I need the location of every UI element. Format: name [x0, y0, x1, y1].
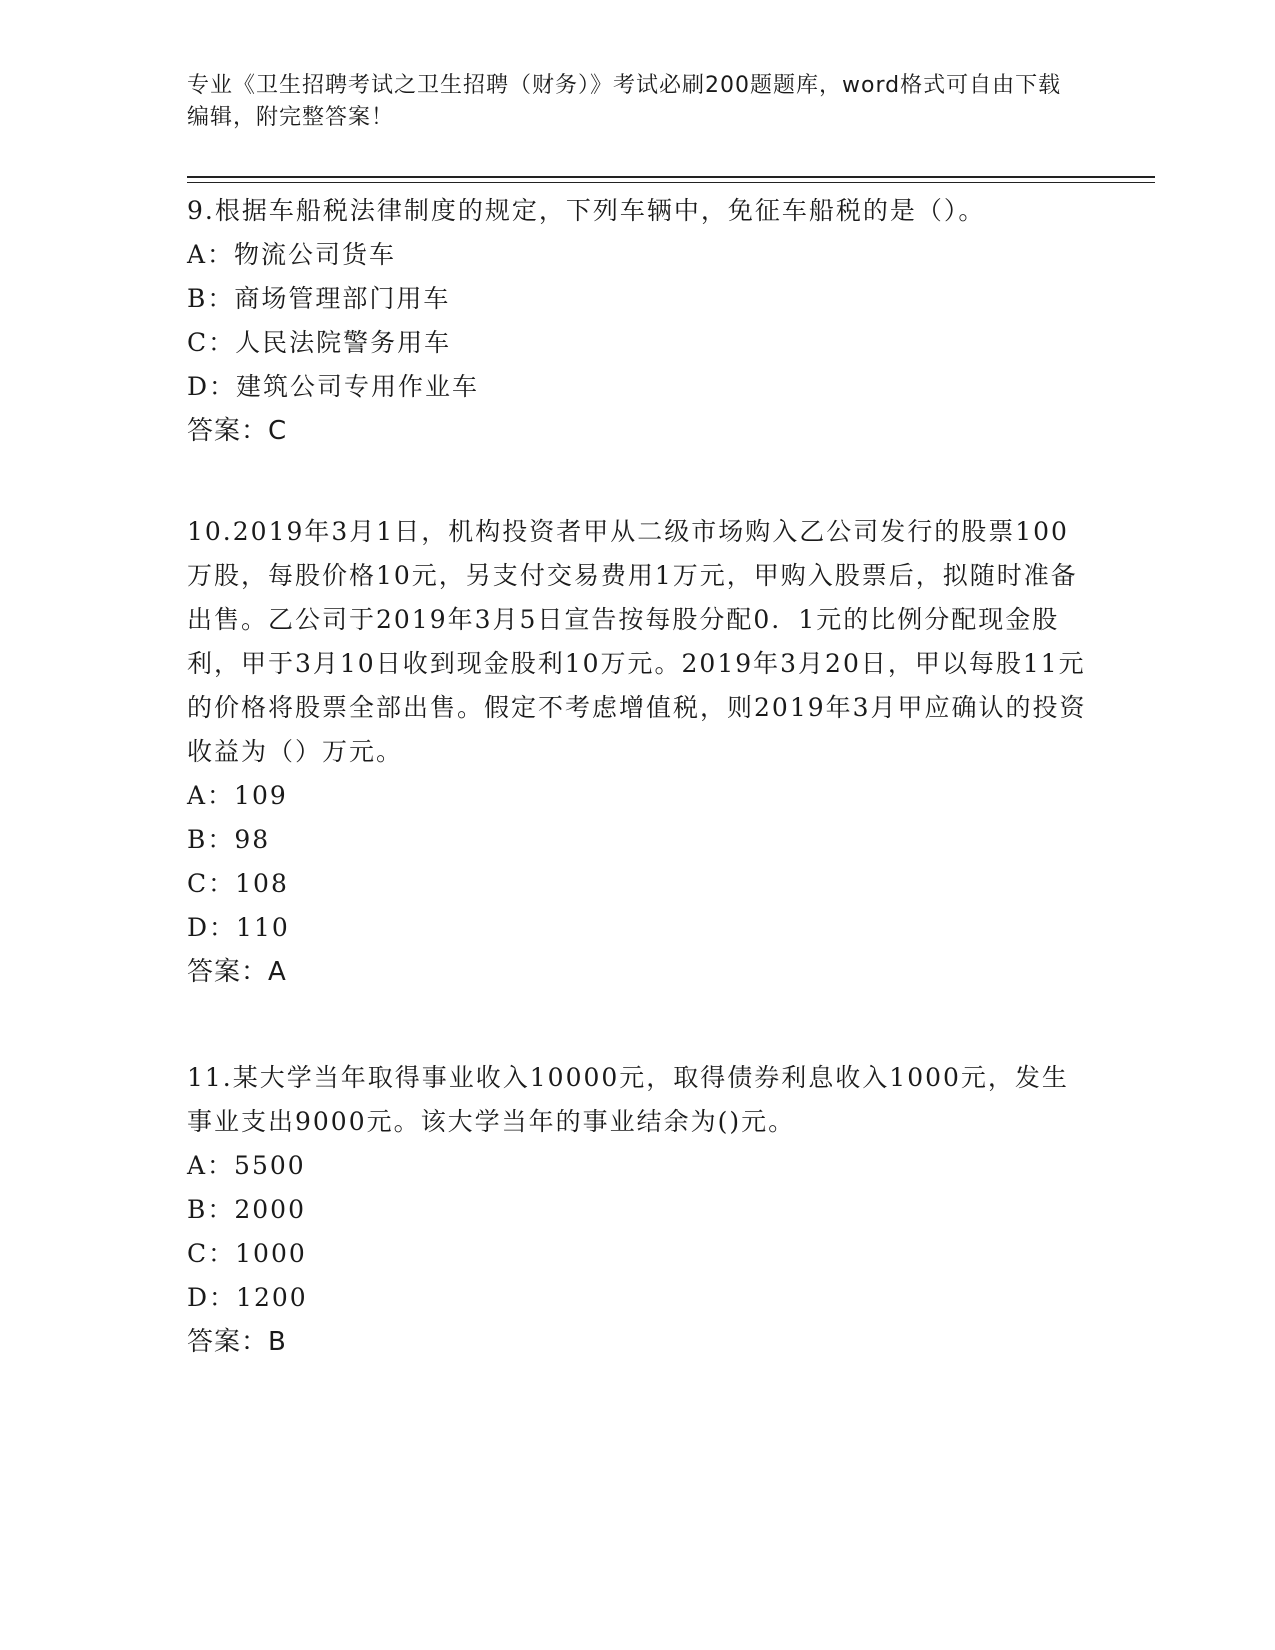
question-stem: 11.某大学当年取得事业收入10000元，取得债券利息收入1000元，发生事业支出9000元。该大学当年的事业结余为()元。	[187, 1063, 1069, 1136]
question-block	[187, 510, 1087, 996]
option-b: B：98	[187, 825, 271, 854]
option-c: C：1000	[187, 1239, 307, 1268]
question-block	[187, 1056, 1087, 1366]
document-intro: 专业《卫生招聘考试之卫生招聘（财务）》考试必刷200题题库，word格式可自由下载编辑，附完整答案！	[187, 73, 1062, 130]
option-b: B：商场管理部门用车	[187, 284, 451, 313]
answer-line: 答案：B	[187, 1327, 287, 1357]
option-b: B：2000	[187, 1195, 306, 1224]
option-c: C：108	[187, 869, 289, 898]
option-a: A：物流公司货车	[187, 240, 397, 269]
answer-line: 答案：A	[187, 957, 287, 987]
question-stem: 9.根据车船税法律制度的规定，下列车辆中，免征车船税的是（）。	[187, 196, 986, 225]
option-d: D：110	[187, 913, 290, 942]
option-c: C：人民法院警务用车	[187, 328, 452, 357]
option-d: D：建筑公司专用作业车	[187, 372, 480, 401]
option-a: A：109	[187, 781, 288, 810]
header-rule-thick	[187, 176, 1155, 178]
header-rule-thin	[187, 182, 1155, 183]
option-a: A：5500	[187, 1151, 306, 1180]
answer-line: 答案：C	[187, 416, 288, 446]
question-block	[187, 189, 1087, 455]
option-d: D：1200	[187, 1283, 308, 1312]
question-stem: 10.2019年3月1日，机构投资者甲从二级市场购入乙公司发行的股票100万股，每股价格10元，另支付交易费用1万元，甲购入股票后，拟随时准备出售。乙公司于2019年3月5日宣告按每股分配0．1元的比例分配现金股利，甲于3月10日收到现金股利10万元。2019年3月20日，甲以每股11元的价格将股票全部出售。假定不考虑增值税，则2019年3月甲应确认的投资收益为（）万元。	[187, 517, 1087, 766]
